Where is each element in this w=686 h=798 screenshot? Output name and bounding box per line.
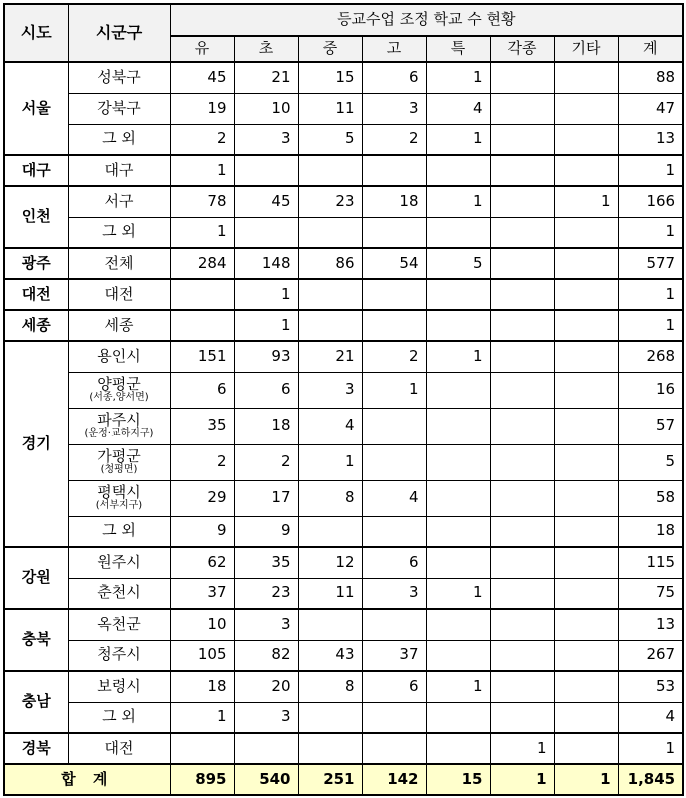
count-cell <box>554 279 618 310</box>
count-cell: 19 <box>170 93 234 124</box>
count-cell <box>298 516 362 547</box>
header-col-total: 계 <box>618 36 683 62</box>
district-subarea: (청평면) <box>100 464 138 476</box>
count-cell: 4 <box>298 408 362 444</box>
district-cell <box>68 310 170 341</box>
count-cell <box>234 155 298 186</box>
count-cell: 3 <box>234 609 298 640</box>
count-cell <box>490 217 554 248</box>
count-cell: 57 <box>618 408 683 444</box>
table-row <box>4 547 683 578</box>
count-cell: 284 <box>170 248 234 279</box>
region-cell: 경북 <box>4 733 68 764</box>
count-cell <box>554 671 618 702</box>
district-subarea: (서부지구) <box>95 500 143 512</box>
district-cell <box>68 480 170 516</box>
count-cell: 148 <box>234 248 298 279</box>
count-cell: 2 <box>234 444 298 480</box>
table-row <box>4 124 683 155</box>
count-cell <box>362 733 426 764</box>
district-name: 평택시 <box>97 482 141 501</box>
district-cell <box>68 671 170 702</box>
count-cell <box>554 372 618 408</box>
header-col-elementary: 초 <box>234 36 298 62</box>
count-cell: 16 <box>618 372 683 408</box>
district-name: 대전 <box>104 738 134 757</box>
count-cell: 1 <box>618 155 683 186</box>
count-cell <box>554 609 618 640</box>
count-cell: 13 <box>618 124 683 155</box>
count-cell: 1 <box>234 310 298 341</box>
district-cell <box>68 640 170 671</box>
count-cell: 93 <box>234 341 298 372</box>
count-cell: 6 <box>362 547 426 578</box>
count-cell <box>490 93 554 124</box>
count-cell: 6 <box>234 372 298 408</box>
count-cell <box>554 480 618 516</box>
count-cell <box>362 702 426 733</box>
total-cell: 1 <box>490 764 554 795</box>
district-name: 대구 <box>104 160 134 179</box>
count-cell <box>426 372 490 408</box>
count-cell: 5 <box>618 444 683 480</box>
count-cell: 13 <box>618 609 683 640</box>
count-cell <box>554 155 618 186</box>
district-cell <box>68 155 170 186</box>
count-cell: 2 <box>170 124 234 155</box>
table-row <box>4 733 683 764</box>
district-name: 그 외 <box>102 707 136 726</box>
count-cell <box>298 310 362 341</box>
table-row <box>4 62 683 93</box>
count-cell: 86 <box>298 248 362 279</box>
count-cell <box>426 609 490 640</box>
district-name: 대전 <box>104 284 134 303</box>
count-cell: 43 <box>298 640 362 671</box>
district-cell <box>68 248 170 279</box>
count-cell: 6 <box>362 671 426 702</box>
total-cell: 15 <box>426 764 490 795</box>
header-sigungu: 시군구 <box>68 4 170 62</box>
total-cell: 251 <box>298 764 362 795</box>
count-cell <box>298 155 362 186</box>
total-cell: 1 <box>554 764 618 795</box>
count-cell: 75 <box>618 578 683 609</box>
count-cell: 267 <box>618 640 683 671</box>
count-cell <box>554 516 618 547</box>
count-cell <box>490 310 554 341</box>
header-sido: 시도 <box>4 4 68 62</box>
header-col-special: 특 <box>426 36 490 62</box>
count-cell <box>490 609 554 640</box>
district-name: 청주시 <box>97 645 141 664</box>
region-cell: 대구 <box>4 155 68 186</box>
total-cell: 895 <box>170 764 234 795</box>
count-cell: 37 <box>170 578 234 609</box>
count-cell: 62 <box>170 547 234 578</box>
count-cell: 17 <box>234 480 298 516</box>
count-cell: 3 <box>234 124 298 155</box>
table-row <box>4 93 683 124</box>
count-cell: 35 <box>234 547 298 578</box>
count-cell: 1 <box>426 341 490 372</box>
count-cell: 47 <box>618 93 683 124</box>
table-row <box>4 578 683 609</box>
table-row <box>4 155 683 186</box>
district-name: 옥천군 <box>97 614 141 633</box>
count-cell <box>490 640 554 671</box>
count-cell: 9 <box>234 516 298 547</box>
count-cell: 82 <box>234 640 298 671</box>
count-cell <box>426 310 490 341</box>
count-cell <box>426 547 490 578</box>
count-cell <box>298 702 362 733</box>
count-cell: 577 <box>618 248 683 279</box>
count-cell <box>426 408 490 444</box>
table-body <box>4 62 683 764</box>
district-cell <box>68 124 170 155</box>
count-cell: 3 <box>362 578 426 609</box>
table-row <box>4 516 683 547</box>
count-cell <box>554 217 618 248</box>
region-cell: 인천 <box>4 186 68 248</box>
count-cell: 115 <box>618 547 683 578</box>
region-cell: 서울 <box>4 62 68 155</box>
header-col-other: 기타 <box>554 36 618 62</box>
count-cell: 268 <box>618 341 683 372</box>
count-cell <box>362 310 426 341</box>
table-row <box>4 186 683 217</box>
table-row <box>4 310 683 341</box>
count-cell <box>170 310 234 341</box>
region-cell: 충북 <box>4 609 68 671</box>
count-cell: 1 <box>170 155 234 186</box>
count-cell: 45 <box>170 62 234 93</box>
district-name: 보령시 <box>97 676 141 695</box>
count-cell <box>490 62 554 93</box>
count-cell: 45 <box>234 186 298 217</box>
table-row <box>4 248 683 279</box>
header-col-misc: 각종 <box>490 36 554 62</box>
count-cell <box>426 702 490 733</box>
district-cell <box>68 372 170 408</box>
count-cell: 8 <box>298 480 362 516</box>
region-cell: 대전 <box>4 279 68 310</box>
header-col-middle: 중 <box>298 36 362 62</box>
count-cell: 105 <box>170 640 234 671</box>
count-cell <box>298 609 362 640</box>
count-cell <box>554 93 618 124</box>
count-cell: 3 <box>234 702 298 733</box>
count-cell <box>298 279 362 310</box>
total-row <box>4 764 683 795</box>
count-cell <box>426 640 490 671</box>
total-cell: 1,845 <box>618 764 683 795</box>
count-cell <box>426 155 490 186</box>
count-cell <box>234 217 298 248</box>
count-cell: 15 <box>298 62 362 93</box>
count-cell <box>426 217 490 248</box>
count-cell: 1 <box>426 62 490 93</box>
total-cell: 142 <box>362 764 426 795</box>
table-row <box>4 671 683 702</box>
count-cell: 21 <box>298 341 362 372</box>
district-cell <box>68 62 170 93</box>
table-row <box>4 408 683 444</box>
count-cell <box>362 444 426 480</box>
district-name: 파주시 <box>97 410 141 429</box>
district-name: 가평군 <box>97 446 141 465</box>
count-cell: 2 <box>362 124 426 155</box>
district-cell <box>68 578 170 609</box>
count-cell <box>554 248 618 279</box>
count-cell <box>554 408 618 444</box>
count-cell <box>554 310 618 341</box>
count-cell <box>426 480 490 516</box>
district-name: 양평군 <box>97 374 141 393</box>
count-cell: 1 <box>426 578 490 609</box>
count-cell: 1 <box>234 279 298 310</box>
table-row <box>4 372 683 408</box>
count-cell <box>554 578 618 609</box>
count-cell <box>490 341 554 372</box>
district-name: 성북구 <box>97 67 141 86</box>
table-row <box>4 609 683 640</box>
count-cell: 58 <box>618 480 683 516</box>
table-row <box>4 279 683 310</box>
district-cell <box>68 516 170 547</box>
count-cell: 1 <box>618 733 683 764</box>
count-cell: 29 <box>170 480 234 516</box>
count-cell <box>554 640 618 671</box>
count-cell: 1 <box>170 702 234 733</box>
count-cell <box>490 516 554 547</box>
count-cell: 12 <box>298 547 362 578</box>
table-row <box>4 640 683 671</box>
count-cell: 1 <box>426 186 490 217</box>
count-cell: 18 <box>234 408 298 444</box>
count-cell: 1 <box>426 671 490 702</box>
count-cell: 8 <box>298 671 362 702</box>
district-name: 전체 <box>104 253 134 272</box>
total-label: 합 계 <box>4 764 170 795</box>
count-cell <box>298 733 362 764</box>
count-cell <box>490 248 554 279</box>
table-row <box>4 444 683 480</box>
district-name: 춘천시 <box>97 583 141 602</box>
count-cell: 23 <box>234 578 298 609</box>
count-cell <box>490 444 554 480</box>
count-cell <box>490 155 554 186</box>
count-cell: 54 <box>362 248 426 279</box>
count-cell <box>490 480 554 516</box>
district-name: 그 외 <box>102 521 136 540</box>
count-cell: 1 <box>618 217 683 248</box>
header-group-title: 등교수업 조정 학교 수 현황 <box>170 4 683 36</box>
count-cell: 2 <box>170 444 234 480</box>
district-cell <box>68 547 170 578</box>
district-cell <box>68 93 170 124</box>
count-cell: 53 <box>618 671 683 702</box>
district-name: 그 외 <box>102 129 136 148</box>
count-cell: 1 <box>490 733 554 764</box>
count-cell: 151 <box>170 341 234 372</box>
count-cell <box>554 444 618 480</box>
count-cell: 6 <box>362 62 426 93</box>
count-cell <box>362 516 426 547</box>
count-cell <box>170 279 234 310</box>
count-cell: 1 <box>298 444 362 480</box>
count-cell: 78 <box>170 186 234 217</box>
count-cell: 18 <box>362 186 426 217</box>
count-cell: 3 <box>298 372 362 408</box>
count-cell: 10 <box>234 93 298 124</box>
count-cell <box>554 62 618 93</box>
count-cell <box>490 372 554 408</box>
count-cell <box>554 702 618 733</box>
region-cell: 광주 <box>4 248 68 279</box>
header-col-high: 고 <box>362 36 426 62</box>
table-row <box>4 341 683 372</box>
count-cell: 1 <box>170 217 234 248</box>
count-cell <box>426 279 490 310</box>
count-cell <box>490 186 554 217</box>
count-cell <box>426 733 490 764</box>
district-cell <box>68 186 170 217</box>
count-cell <box>170 733 234 764</box>
count-cell <box>554 124 618 155</box>
region-cell: 세종 <box>4 310 68 341</box>
count-cell <box>362 609 426 640</box>
count-cell: 2 <box>362 341 426 372</box>
district-name: 강북구 <box>97 98 141 117</box>
count-cell: 5 <box>298 124 362 155</box>
count-cell <box>362 217 426 248</box>
region-cell: 경기 <box>4 341 68 547</box>
count-cell <box>490 671 554 702</box>
table-row <box>4 702 683 733</box>
count-cell: 10 <box>170 609 234 640</box>
count-cell <box>490 408 554 444</box>
district-cell <box>68 408 170 444</box>
count-cell: 4 <box>618 702 683 733</box>
total-cell: 540 <box>234 764 298 795</box>
district-name: 그 외 <box>102 222 136 241</box>
count-cell: 11 <box>298 93 362 124</box>
table-header <box>4 4 683 62</box>
count-cell <box>362 155 426 186</box>
count-cell <box>490 124 554 155</box>
district-name: 서구 <box>104 191 134 210</box>
count-cell: 37 <box>362 640 426 671</box>
count-cell <box>426 516 490 547</box>
district-cell <box>68 341 170 372</box>
table-footer <box>4 764 683 795</box>
count-cell: 18 <box>618 516 683 547</box>
district-name: 용인시 <box>97 346 141 365</box>
count-cell: 88 <box>618 62 683 93</box>
district-cell <box>68 733 170 764</box>
count-cell: 4 <box>362 480 426 516</box>
school-adjustment-table <box>3 3 684 796</box>
count-cell <box>490 279 554 310</box>
count-cell: 1 <box>618 279 683 310</box>
count-cell: 21 <box>234 62 298 93</box>
count-cell: 5 <box>426 248 490 279</box>
count-cell: 1 <box>618 310 683 341</box>
region-cell: 강원 <box>4 547 68 609</box>
count-cell <box>554 341 618 372</box>
count-cell <box>554 733 618 764</box>
header-col-kindergarten: 유 <box>170 36 234 62</box>
count-cell: 166 <box>618 186 683 217</box>
count-cell: 20 <box>234 671 298 702</box>
count-cell <box>490 578 554 609</box>
district-cell <box>68 279 170 310</box>
count-cell: 6 <box>170 372 234 408</box>
district-name: 세종 <box>104 315 134 334</box>
table-row <box>4 217 683 248</box>
count-cell <box>362 408 426 444</box>
region-cell: 충남 <box>4 671 68 733</box>
count-cell <box>490 702 554 733</box>
count-cell: 35 <box>170 408 234 444</box>
table-row <box>4 480 683 516</box>
district-cell <box>68 444 170 480</box>
count-cell <box>490 547 554 578</box>
count-cell: 4 <box>426 93 490 124</box>
count-cell <box>426 444 490 480</box>
district-cell <box>68 702 170 733</box>
district-cell <box>68 609 170 640</box>
count-cell: 23 <box>298 186 362 217</box>
district-cell <box>68 217 170 248</box>
district-name: 원주시 <box>97 552 141 571</box>
count-cell: 1 <box>362 372 426 408</box>
count-cell: 1 <box>554 186 618 217</box>
count-cell: 18 <box>170 671 234 702</box>
count-cell <box>362 279 426 310</box>
count-cell: 11 <box>298 578 362 609</box>
count-cell: 9 <box>170 516 234 547</box>
count-cell <box>234 733 298 764</box>
district-subarea: (서종,양서면) <box>89 392 149 404</box>
count-cell: 1 <box>426 124 490 155</box>
count-cell <box>298 217 362 248</box>
count-cell <box>554 547 618 578</box>
district-subarea: (운정·교하지구) <box>84 428 154 440</box>
count-cell: 3 <box>362 93 426 124</box>
